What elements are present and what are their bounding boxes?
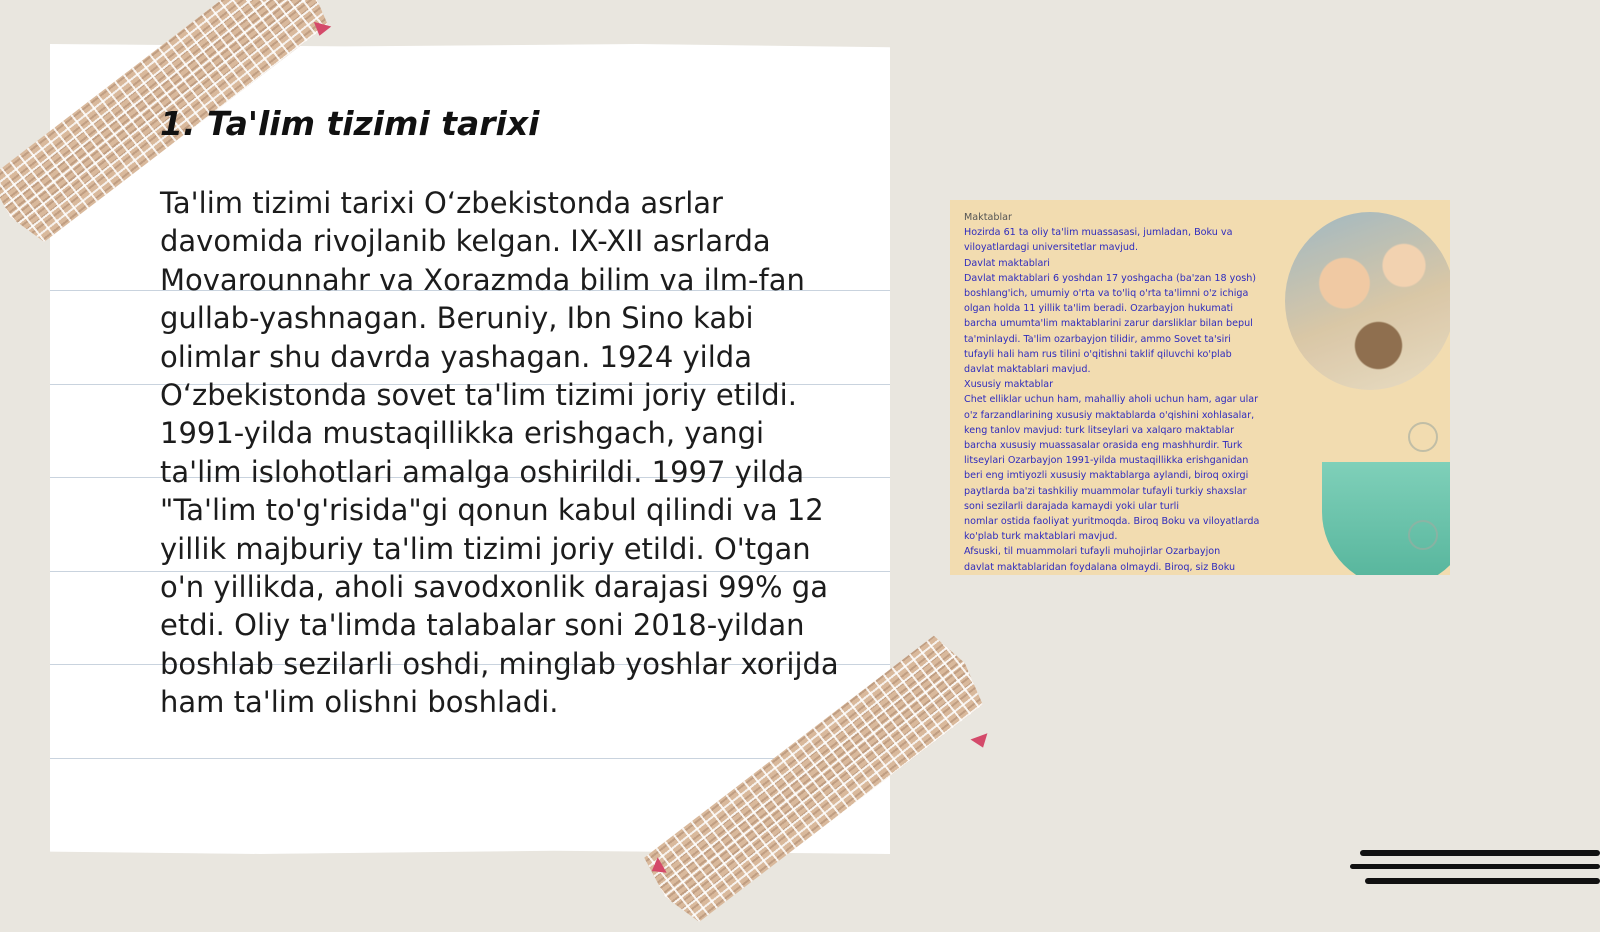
image-text-line: keng tanlov mavjud: turk litseylari va xalqaro maktablar [964,424,1235,436]
decorative-stripes [1350,850,1600,890]
image-text-line: litseylari Ozarbayjon 1991-yilda mustaqillikka erishganidan [964,455,1249,467]
tape-tip-marker [970,733,991,750]
image-text-line: Davlat maktablari [964,257,1050,269]
image-text-line: olgan holda 11 yillik ta'lim beradi. Ozarbayjon hukumati [964,303,1234,315]
image-text-line: Maktablar [964,212,1012,223]
image-text-line: Davlat maktablari 6 yoshdan 17 yoshgacha (ba'zan 18 yosh) [964,272,1257,284]
stripe-line [1365,878,1600,884]
image-text-line: Chet elliklar uchun ham, mahalliy aholi uchun ham, agar ular [964,394,1259,406]
image-text-line: ko'plab turk maktablari mavjud. [964,531,1118,543]
image-text-line: ta'minlaydi. Ta'lim ozarbayjon tilidir, ammo Sovet ta'siri [964,333,1231,345]
children-photo [1285,212,1450,390]
image-text-line: davlat maktablari mavjud. [964,364,1091,376]
image-text-line: Xususiy maktablar [964,379,1054,391]
ring-decoration [1408,520,1438,550]
image-text-line: nomlar ostida faoliyat yuritmoqda. Biroq Boku va viloyatlarda [964,516,1260,528]
image-text-line: tufayli hali ham rus tilini o'qitishni taklif qiluvchi ko'plab [964,348,1232,360]
image-text-line: o'z farzandlarining xususiy maktablarda o'qishini xohlasalar, [964,409,1255,421]
image-text-line: viloyatlardagi universitetlar mavjud. [964,242,1139,254]
image-text-line: Afsuski, til muammolari tufayli muhojirlar Ozarbayjon [964,546,1221,558]
green-bowl-graphic [1322,462,1450,575]
ring-decoration [1408,422,1438,452]
stripe-line [1360,850,1600,856]
image-text-line: Hozirda 61 ta oliy ta'lim muassasasi, jumladan, Boku va [964,227,1233,239]
schools-text-image [950,200,1450,575]
paper-rule-line [50,758,890,759]
image-text-line: barcha umumta'lim maktablarini zarur darsliklar bilan bepul [964,318,1253,330]
image-text-line: boshlang'ich, umumiy o'rta va to'liq o'rta ta'limni o'z ichiga [964,288,1249,300]
image-text-block [964,210,1299,575]
tape-tip-marker [311,22,331,38]
slide-title: 1. Ta'lim tizimi tarixi [160,104,540,143]
image-text-line: paytlarda ba'zi tashkiliy muammolar tufayli turkiy shaxslar [964,485,1247,497]
image-text-line: soni sezilarli darajada kamaydi yoki ular turli [964,500,1180,512]
image-text-line: barcha xususiy muassasalar orasida eng mashhurdir. Turk [964,440,1243,452]
slide-body-text: Ta'lim tizimi tarixi O‘zbekistonda asrlar davomida rivojlanib kelgan. IX-XII asrlarda Movarounnahr va Xorazmda bilim va ilm-fan gullab-yashnagan. Beruniy, Ibn Sino kabi olimlar shu davrda yashagan. 1924 yilda O‘zbekistonda sovet ta'lim tizimi joriy etildi. 1991-yilda mustaqillikka erishgach, yangi ta'lim islohotlari amalga oshirildi. 1997 yilda "Ta'lim to'g'risida"gi qonun kabul qilindi va 12 yillik majburiy ta'lim tizimi joriy etildi. O'tgan o'n yillikda, aholi savodxonlik darajasi 99% ga etdi. Oliy ta'limda talabalar soni 2018-yildan boshlab sezilarli oshdi, minglab yoshlar xorijda ham ta'lim olishni boshladi. [160,186,839,720]
image-text-line: davlat maktablaridan foydalana olmaydi. Biroq, siz Boku [964,561,1236,573]
stripe-line [1350,864,1600,869]
image-text-line: beri eng imtiyozli xususiy maktablarga aylandi, biroq oxirgi [964,470,1249,482]
